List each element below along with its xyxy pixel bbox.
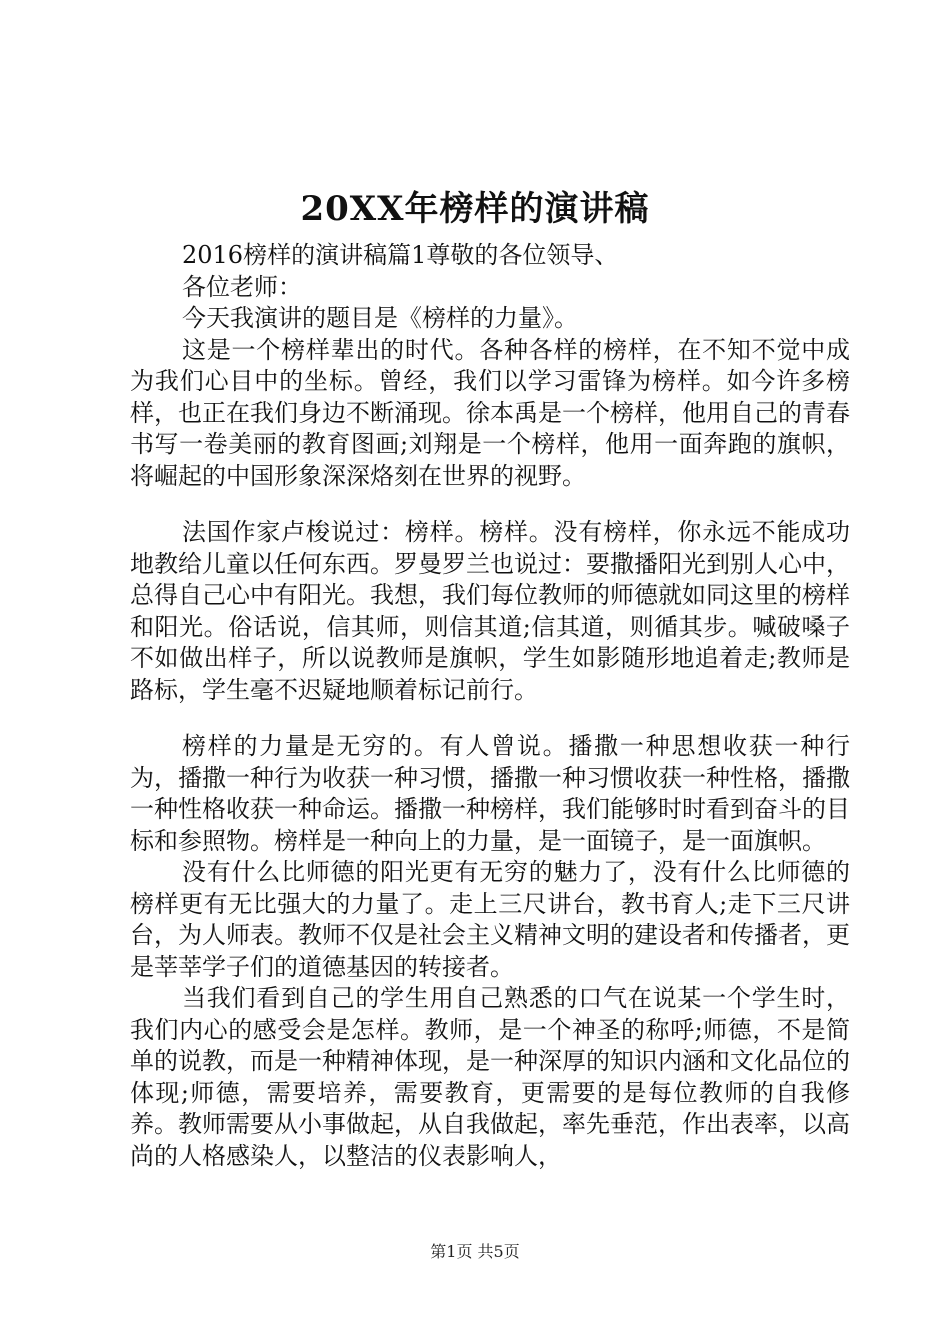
- paragraph-topic: 今天我演讲的题目是《榜样的力量》。: [182, 304, 578, 332]
- paragraph-power-of-example: 榜样的力量是无穷的。有人曾说。播撒一种思想收获一种行为，播撒一种行为收获一种习惯，播撒一种习惯收获一种性格，播撒一种性格收获一种命运。播撒一种榜样，我们能够时时看到奋斗的目标和参照物。榜样是一种向上的力量，是一面镜子，是一面旗帜。: [130, 732, 850, 855]
- document-title: 20XX年榜样的演讲稿: [300, 189, 650, 229]
- paragraph-salutation-2: 各位老师：: [182, 272, 302, 301]
- paragraph-era-of-role-models: 这是一个榜样辈出的时代。各种各样的榜样，在不知不觉中成为我们心目中的坐标。曾经，我们以学习雷锋为榜样。如今许多榜样，也正在我们身边不断涌现。徐本禹是一个榜样，他用自己的青春书写一卷美丽的教育图画;刘翔是一个榜样，他用一面奔跑的旗帜，将崛起的中国形象深深烙刻在世界的视野。: [130, 335, 850, 490]
- paragraph-teacher-ethics: 没有什么比师德的阳光更有无穷的魅力了，没有什么比师德的榜样更有无比强大的力量了。走上三尺讲台，教书育人;走下三尺讲台，为人师表。教师不仅是社会主义精神文明的建设者和传播者，更是莘莘学子们的道德基因的转接者。: [130, 858, 850, 981]
- document-body: [130, 240, 850, 1172]
- paragraph-salutation-1: 2016榜样的演讲稿篇1尊敬的各位领导、: [182, 241, 619, 269]
- paragraph-rousseau-quote: 法国作家卢梭说过：榜样。榜样。没有榜样，你永远不能成功地教给儿童以任何东西。罗曼罗兰也说过：要撒播阳光到别人心中，总得自己心中有阳光。我想，我们每位教师的师德就如同这里的榜样和阳光。俗话说，信其师，则信其道;信其道，则循其步。喊破嗓子不如做出样子，所以说教师是旗帜，学生如影随形地追着走;教师是路标，学生毫不迟疑地顺着标记前行。: [130, 518, 850, 704]
- page-footer: 第1页 共5页: [430, 1242, 520, 1261]
- paragraph-self-cultivation: 当我们看到自己的学生用自己熟悉的口气在说某一个学生时，我们内心的感受会是怎样。教师，是一个神圣的称呼;师德，不是简单的说教，而是一种精神体现，是一种深厚的知识内涵和文化品位的体现;师德，需要培养，需要教育，更需要的是每位教师的自我修养。教师需要从小事做起，从自我做起，率先垂范，作出表率，以高尚的人格感染人，以整洁的仪表影响人，: [130, 984, 850, 1170]
